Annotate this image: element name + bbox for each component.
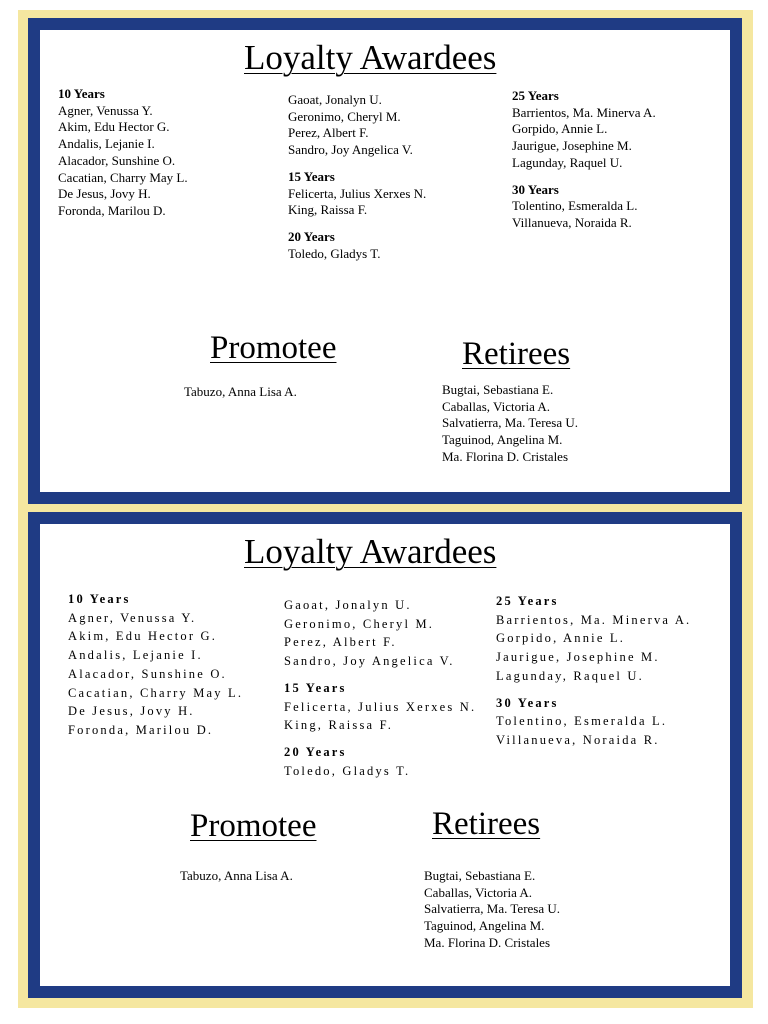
- awardee-name: Foronda, Marilou D.: [68, 722, 214, 737]
- awardee-name: Akim, Edu Hector G.: [68, 629, 218, 644]
- loyalty-title: Loyalty Awardees: [244, 532, 497, 571]
- awardee-name: Toledo, Gladys T.: [284, 763, 411, 778]
- name-list: [496, 611, 691, 686]
- awardee-name: King, Raissa F.: [284, 718, 394, 733]
- heading-15-years: 15 Years: [284, 680, 347, 695]
- heading-30-years: 30 Years: [512, 181, 559, 197]
- name-list: [512, 198, 656, 231]
- column-10-years: [68, 590, 243, 740]
- heading-10-years: 10 Years: [68, 592, 131, 606]
- awardee-name: De Jesus, Jovy H.: [58, 186, 151, 202]
- awardee-name: Perez, Albert F.: [284, 635, 397, 650]
- awardee-name: Alacador, Sunshine O.: [58, 152, 176, 168]
- awardee-name: De Jesus, Jovy H.: [68, 704, 195, 719]
- awardee-name: Tabuzo, Anna Lisa A.: [180, 868, 293, 883]
- name-list: [288, 92, 426, 159]
- awardee-name: Foronda, Marilou D.: [58, 202, 166, 218]
- loyalty-title: Loyalty Awardees: [244, 38, 497, 77]
- awardee-name: Tolentino, Esmeralda L.: [496, 714, 668, 729]
- awardee-name: Gorpido, Annie L.: [496, 631, 626, 646]
- heading-30-years: 30 Years: [496, 695, 559, 710]
- awardee-name: Barrientos, Ma. Minerva A.: [496, 612, 692, 627]
- awardee-name: Gaoat, Jonalyn U.: [284, 598, 412, 612]
- heading-10-years: 10 Years: [58, 86, 105, 101]
- awardee-name: Andalis, Lejanie I.: [58, 136, 155, 152]
- awardee-name: Barrientos, Ma. Minerva A.: [512, 104, 656, 120]
- name-list: [58, 103, 188, 220]
- heading-20-years: 20 Years: [288, 228, 335, 244]
- awardee-name: Bugtai, Sebastiana E.: [424, 868, 536, 883]
- column-middle: [288, 92, 426, 262]
- awardee-name: Villanueva, Noraida R.: [512, 214, 632, 230]
- promotee-title: Promotee: [210, 330, 337, 366]
- awardee-name: Toledo, Gladys T.: [288, 245, 381, 261]
- heading-25-years: 25 Years: [496, 594, 559, 608]
- awardee-name: Taguinod, Angelina M.: [424, 918, 545, 934]
- awardee-name: Villanueva, Noraida R.: [496, 732, 660, 747]
- awardee-name: Jaurigue, Josephine M.: [496, 650, 660, 665]
- awardee-name: Taguinod, Angelina M.: [442, 432, 563, 448]
- awardee-name: Gorpido, Annie L.: [512, 121, 608, 137]
- awardee-name: Gaoat, Jonalyn U.: [288, 92, 382, 107]
- awardee-name: Tolentino, Esmeralda L.: [512, 198, 638, 214]
- award-card-bottom: [28, 512, 742, 998]
- name-list: [512, 105, 656, 172]
- retirees-list: [424, 868, 560, 952]
- awardee-name: Ma. Florina D. Cristales: [442, 448, 569, 464]
- awardee-name: Geronimo, Cheryl M.: [288, 108, 401, 124]
- heading-15-years: 15 Years: [288, 168, 335, 184]
- awardee-name: Bugtai, Sebastiana E.: [442, 382, 554, 397]
- award-card-top: [28, 18, 742, 504]
- retirees-title: Retirees: [432, 806, 541, 842]
- name-list: [284, 698, 476, 735]
- awardee-name: Felicerta, Julius Xerxes N.: [288, 185, 427, 201]
- column-right: [496, 592, 691, 750]
- awardee-name: Tabuzo, Anna Lisa A.: [184, 384, 297, 399]
- awardee-name: Cacatian, Charry May L.: [68, 685, 244, 700]
- card-body: [40, 524, 730, 986]
- promotee-list: [184, 384, 297, 401]
- column-right: [512, 88, 656, 232]
- awardee-name: Alacador, Sunshine O.: [68, 666, 227, 681]
- name-list: [284, 596, 476, 671]
- heading-20-years: 20 Years: [284, 744, 347, 759]
- promotee-list: [180, 868, 293, 885]
- awardee-name: Caballas, Victoria A.: [442, 398, 551, 414]
- column-10-years: [58, 86, 188, 220]
- column-middle: [284, 596, 476, 780]
- awardee-name: Salvatierra, Ma. Teresa U.: [442, 415, 579, 431]
- awardee-name: Lagunday, Raquel U.: [496, 668, 644, 683]
- awardee-name: Agner, Venussa Y.: [68, 610, 197, 625]
- awardee-name: Sandro, Joy Angelica V.: [288, 142, 413, 158]
- awardee-name: Akim, Edu Hector G.: [58, 119, 170, 135]
- retirees-list: [442, 382, 578, 466]
- awardee-name: Andalis, Lejanie I.: [68, 648, 203, 663]
- retirees-title: Retirees: [462, 336, 571, 372]
- name-list: [288, 246, 426, 263]
- name-list: [284, 762, 476, 781]
- awardee-name: Caballas, Victoria A.: [424, 884, 533, 900]
- card-body: [40, 30, 730, 492]
- awardee-name: Lagunday, Raquel U.: [512, 154, 623, 170]
- name-list: [68, 609, 243, 740]
- awardee-name: Jaurigue, Josephine M.: [512, 138, 632, 154]
- awardee-name: Cacatian, Charry May L.: [58, 169, 188, 185]
- awardee-name: King, Raissa F.: [288, 202, 368, 218]
- heading-25-years: 25 Years: [512, 88, 559, 103]
- awardee-name: Ma. Florina D. Cristales: [424, 934, 551, 950]
- name-list: [288, 186, 426, 219]
- name-list: [496, 712, 691, 749]
- awardee-name: Salvatierra, Ma. Teresa U.: [424, 901, 561, 917]
- awardee-name: Perez, Albert F.: [288, 125, 369, 141]
- awardee-name: Agner, Venussa Y.: [58, 102, 153, 118]
- awardee-name: Geronimo, Cheryl M.: [284, 616, 435, 631]
- awardee-name: Sandro, Joy Angelica V.: [284, 654, 455, 669]
- promotee-title: Promotee: [190, 808, 317, 844]
- awardee-name: Felicerta, Julius Xerxes N.: [284, 699, 477, 714]
